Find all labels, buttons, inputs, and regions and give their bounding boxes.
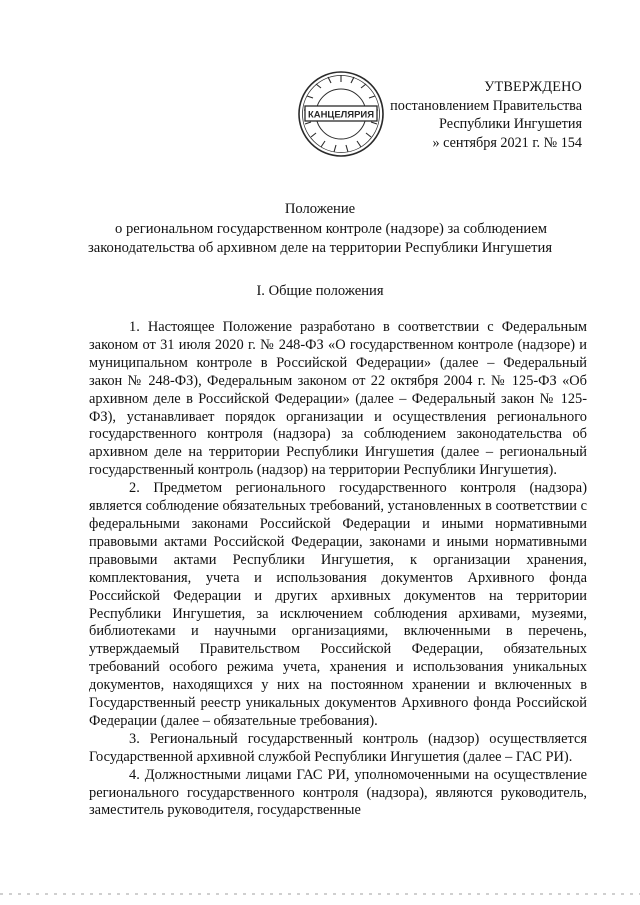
title-subject-line-2: законодательства об архивном деле на территории Республики Ингушетия [87, 240, 553, 256]
paragraph-4: 4. Должностными лицами ГАС РИ, уполномоченными на осуществление регионального государственного контроля (надзора), являются руководитель, заместитель руководителя, государственные [89, 766, 587, 819]
office-seal-icon [297, 70, 385, 158]
approval-line-decree: постановлением Правительства [390, 97, 582, 114]
scan-artifact-line [0, 893, 640, 895]
paragraph-2: 2. Предметом регионального государственного контроля (надзора) является соблюдение обязательных требований, установленных в соответствии с федеральными законами Российской Федерации и иными нормативными правовыми актами Российской Федерации, законами и иными нормативными правовыми актами Республики Ингушетия, к организации хранения, комплектования, учета и использования документов Архивного фонда Российской Федерации и других архивных документов на территории Республики Ингушетия, за исключением соблюдения архивами, музеями, библиотеками и научными организациями, включенными в перечень, утверждаемый Правительством Российской Федерации, обязательных требований особого режима учета, хранения и использования уникальных документов, находящихся у них на постоянном хранении и включенных в Государственный реестр уникальных документов Архивного фонда Российской Федерации (далее – обязательные требования). [89, 480, 587, 729]
seal-center-text: КАНЦЕЛЯРИЯ [308, 109, 374, 120]
section-heading: I. Общие положения [256, 283, 384, 299]
title-heading: Положение [284, 201, 356, 217]
approval-heading: УТВЕРЖДЕНО [484, 79, 582, 95]
title-subject-line-1: о региональном государственном контроле (надзоре) за соблюдением [115, 220, 547, 237]
approval-line-republic: Республики Ингушетия [438, 116, 582, 132]
document-body [89, 319, 587, 820]
paragraph-1: 1. Настоящее Положение разработано в соответствии с Федеральным законом от 31 июля 2020 г. № 248-ФЗ «О государственном контроле (надзоре) и муниципальном контроле в Российской Федерации» (далее – Федеральный закон № 248-ФЗ), Федеральным законом от 22 октября 2004 г. № 125-ФЗ «Об архивном деле в Российской Федерации» (далее – Федеральный закон № 125-ФЗ), устанавливает порядок организации и осуществления регионального государственного контроля (надзора) за соблюдением законодательства об архивном деле на территории Республики Ингушетия (далее – региональный государственный контроль (надзор) на территории Республики Ингушетия). [89, 319, 587, 479]
paragraph-3: 3. Региональный государственный контроль (надзор) осуществляется Государственной архивной службой Республики Ингушетия (далее – ГАС РИ). [89, 730, 587, 765]
approval-line-date: » сентября 2021 г. № 154 [432, 134, 582, 151]
document-title [0, 200, 640, 259]
